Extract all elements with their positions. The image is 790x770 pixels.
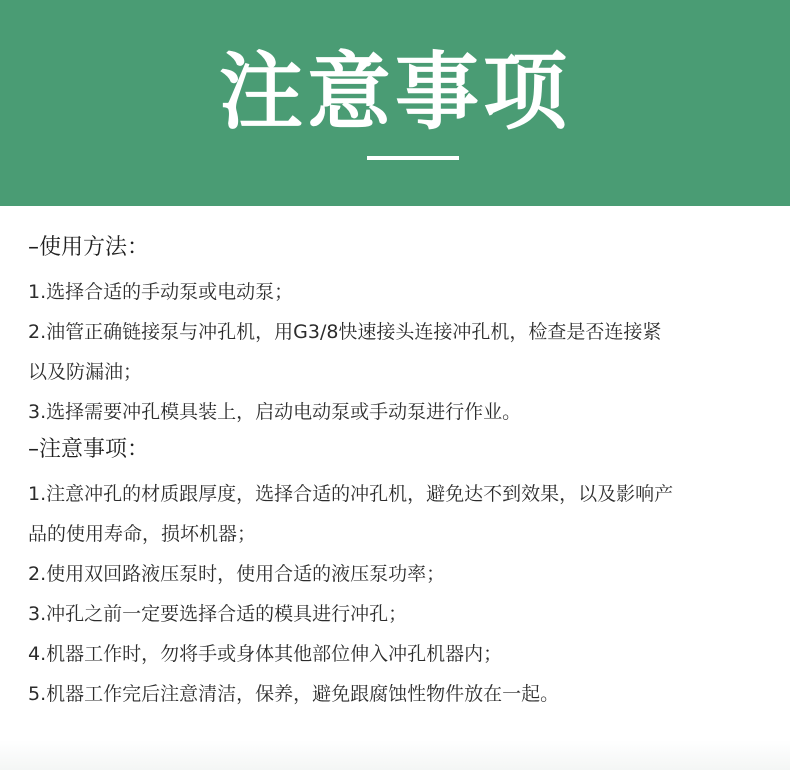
notes-item-1: 1.注意冲孔的材质跟厚度，选择合适的冲孔机，避免达不到效果，以及影响产 [28,483,674,505]
notes-item-2: 2.使用双回路液压泵时，使用合适的液压泵功率； [28,563,446,585]
usage-step-2-cont: 以及防漏油； [28,361,143,383]
bottom-fade [0,740,790,770]
notes-item-3: 3.冲孔之前一定要选择合适的模具进行冲孔； [28,603,408,625]
usage-step-3: 3.选择需要冲孔模具装上，启动电动泵或手动泵进行作业。 [28,401,522,423]
notes-heading: –注意事项： [28,437,150,462]
banner-divider [367,156,459,160]
usage-heading: –使用方法： [28,235,150,260]
notes-item-4: 4.机器工作时，勿将手或身体其他部位伸入冲孔机器内； [28,643,503,665]
header-banner [0,0,790,206]
usage-step-1: 1.选择合适的手动泵或电动泵； [28,281,294,303]
notes-item-5: 5.机器工作完后注意清洁，保养，避免跟腐蚀性物件放在一起。 [28,683,560,705]
banner-title: 注意事项 [218,42,571,141]
usage-step-2: 2.油管正确链接泵与冲孔机，用G3/8快速接头连接冲孔机，检查是否连接紧 [28,321,662,343]
notes-item-1-cont: 品的使用寿命，损坏机器； [28,523,257,545]
content-body [28,228,768,712]
